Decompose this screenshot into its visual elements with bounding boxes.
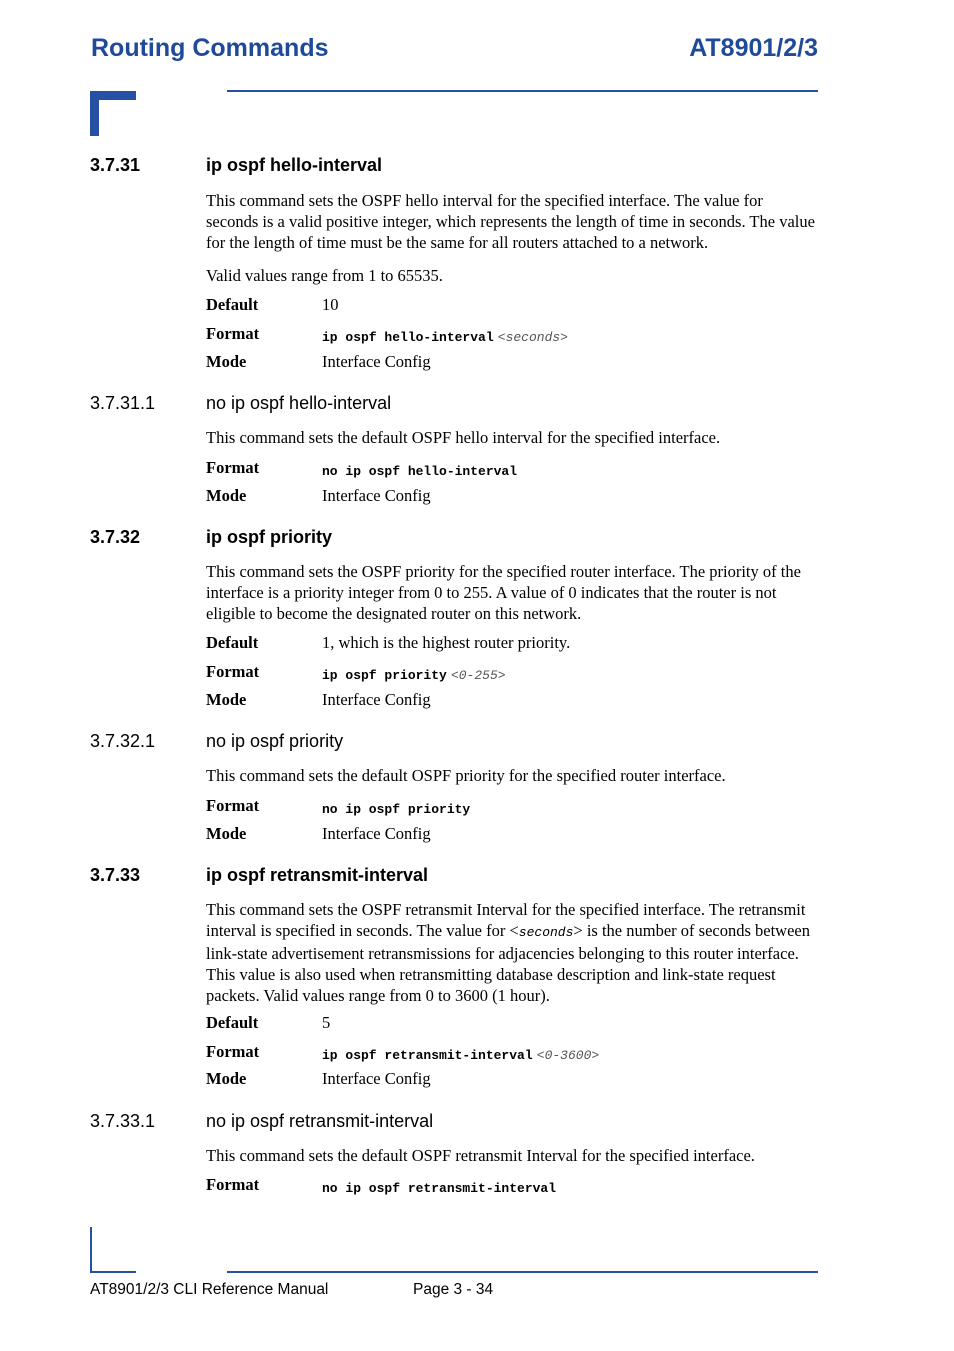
subsection-number: 3.7.33.1 [90,1111,156,1131]
format-value [322,328,568,345]
format-value [322,1046,599,1063]
corner-mark-bottom [90,1271,136,1273]
mode-value: Interface Config [322,824,431,843]
mode-value: Interface Config [322,1069,431,1088]
subsection-body: This command sets the default OSPF hello interval for the specified interface. [206,428,721,447]
format-value [322,800,470,817]
mode-label: Mode [206,486,247,505]
section-number: 3.7.33 [90,865,141,885]
mode-label: Mode [206,352,247,371]
section-title: ip ospf hello-interval [206,155,383,175]
subsection-number: 3.7.31.1 [90,393,156,413]
format-value [322,1179,556,1196]
format-argument: <seconds> [497,330,568,345]
default-value: 5 [322,1013,331,1032]
header-rule [227,90,818,92]
format-label: Format [206,662,260,681]
default-value: 10 [322,295,339,314]
default-value: 1, which is the highest router priority. [322,633,571,652]
format-label: Format [206,324,260,343]
format-label: Format [206,458,260,477]
format-value [322,462,517,479]
section-title: ip ospf priority [206,527,332,547]
mode-value: Interface Config [322,352,431,371]
mode-label: Mode [206,824,247,843]
format-label: Format [206,1042,260,1061]
default-label: Default [206,1013,259,1032]
section-number: 3.7.31 [90,155,141,175]
subsection-title: no ip ospf retransmit-interval [206,1111,434,1131]
format-command: no ip ospf retransmit-interval [322,1181,557,1196]
subsection-title: no ip ospf priority [206,731,344,751]
section-title: ip ospf retransmit-interval [206,865,429,885]
format-command: no ip ospf priority [322,802,471,817]
section-body-part2: > is the number of seconds between link-state advertisement retransmissions for adjacencies belonging to this router interface. This value is also used when retransmitting database description and link-state request packets. Valid values range from 0 to 3600 (1 hour). [206,921,810,1005]
section-body-part1: This command sets the OSPF retransmit Interval for the specified interface. The retransmit interval is specified in seconds. The value for < [206,900,806,940]
section-body [206,899,818,1006]
default-label: Default [206,295,259,314]
section-range: Valid values range from 1 to 65535. [206,266,443,285]
format-command: ip ospf priority [322,668,447,683]
section-body: This command sets the OSPF priority for the specified router interface. The priority of the interface is a priority integer from 0 to 255. A value of 0 indicates that the router is not eligible to become the designated router on this network. [206,562,801,623]
product-title: AT8901/2/3 [689,34,818,62]
subsection-body: This command sets the default OSPF priority for the specified router interface. [206,766,726,785]
format-command: no ip ospf hello-interval [322,464,518,479]
mode-label: Mode [206,690,247,709]
subsection-number: 3.7.32.1 [90,731,156,751]
footer-rule [227,1271,818,1273]
chapter-title: Routing Commands [91,34,329,62]
mode-label: Mode [206,1069,247,1088]
footer-manual-title: AT8901/2/3 CLI Reference Manual [90,1281,329,1298]
section-body: This command sets the OSPF hello interval for the specified interface. The value for seconds is a valid positive integer, which represents the length of time in seconds. The value for the length of time must be the same for all routers attached to a network. [206,191,815,252]
corner-mark-bottom-vertical [90,1227,92,1273]
format-argument: <0-3600> [536,1048,600,1063]
format-command: ip ospf hello-interval [322,330,494,345]
format-label: Format [206,796,260,815]
format-argument: <0-255> [450,668,506,683]
corner-mark-top-vertical [90,91,99,136]
format-command: ip ospf retransmit-interval [322,1048,533,1063]
mode-value: Interface Config [322,486,431,505]
mode-value: Interface Config [322,690,431,709]
format-value [322,666,506,683]
format-label: Format [206,1175,260,1194]
subsection-body: This command sets the default OSPF retransmit Interval for the specified interface. [206,1146,755,1165]
default-label: Default [206,633,259,652]
section-number: 3.7.32 [90,527,141,547]
subsection-title: no ip ospf hello-interval [206,393,392,413]
section-body-argument: seconds [518,925,574,940]
footer-page-number: Page 3 - 34 [413,1281,494,1298]
